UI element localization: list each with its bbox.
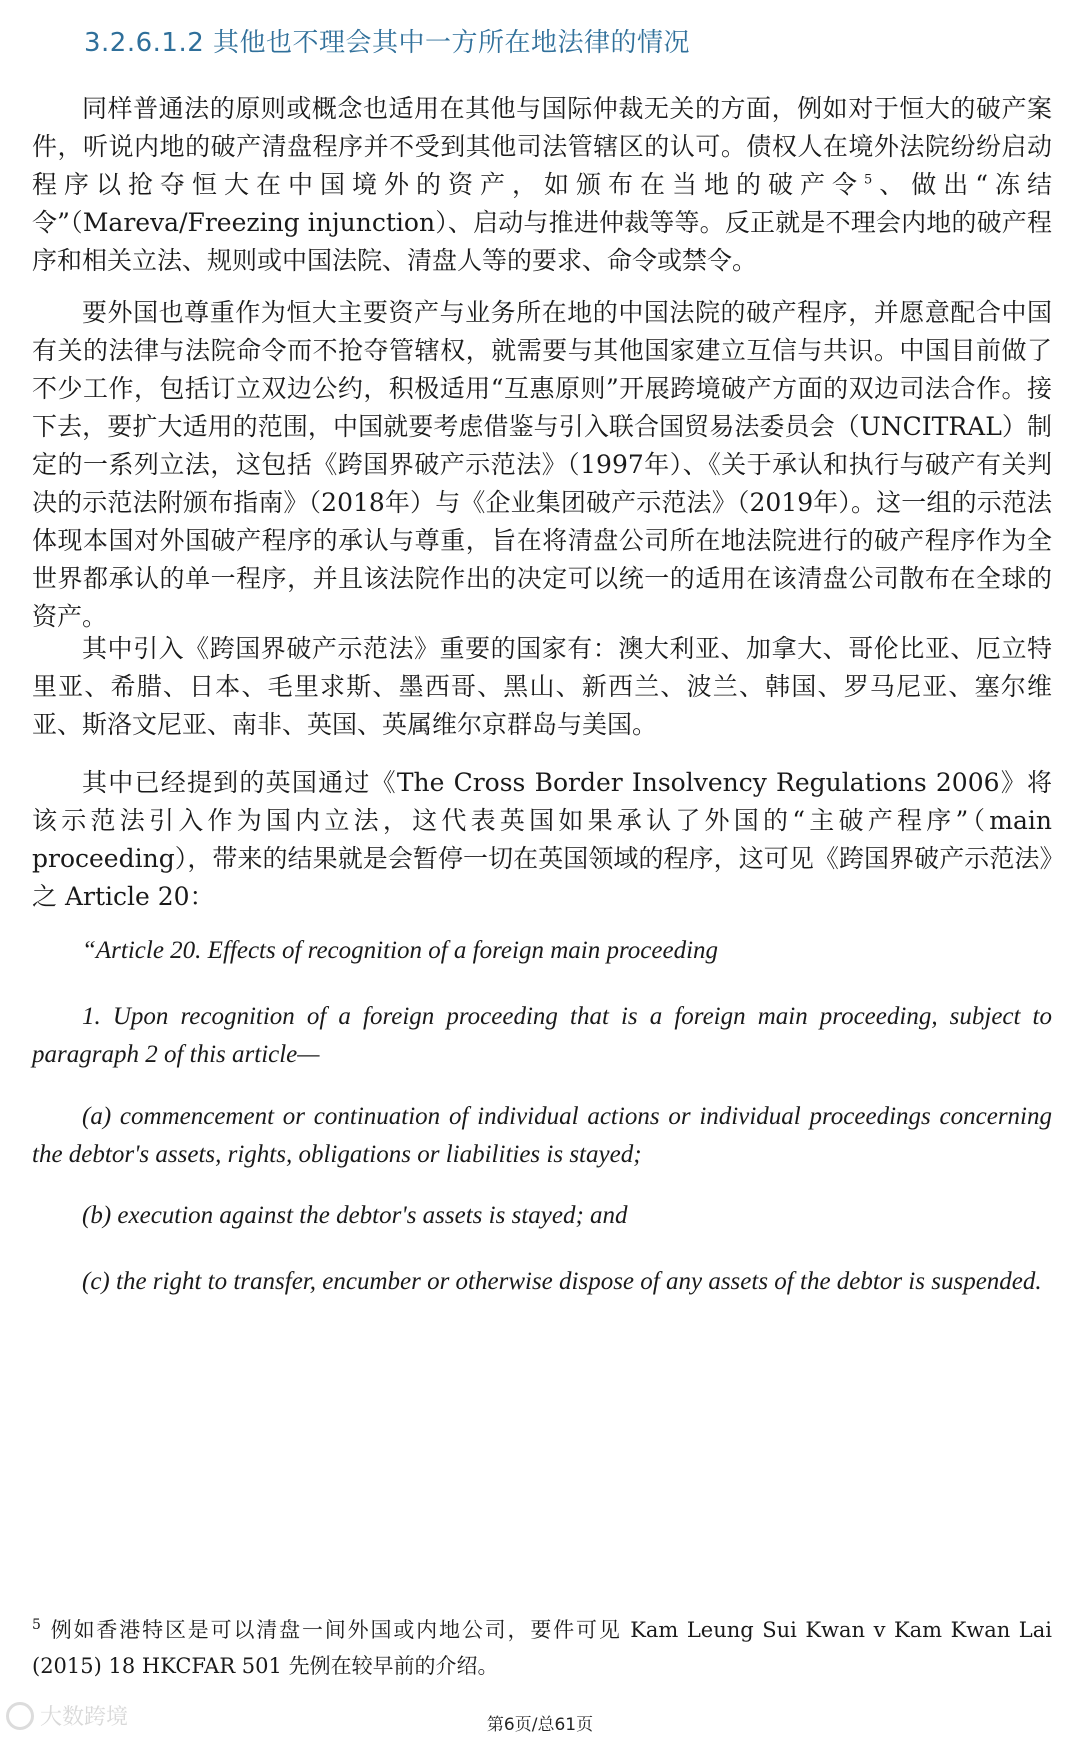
quote-paragraph-1: 1. Upon recognition of a foreign proceeding that is a foreign main proceeding, subject to paragraph 2 of this article— xyxy=(32,1003,1052,1068)
quote-item-a: (a) commencement or continuation of individual actions or individual proceedings concerning the debtor's assets, rights, obligations or liabilities is stayed; xyxy=(32,1103,1052,1168)
paragraph-4: 其中已经提到的英国通过《The Cross Border Insolvency Regulations 2006》将该示范法引入作为国内立法，这代表英国如果承认了外国的“主破产程序”（main proceeding），带来的结果就是会暂停一切在英国领域的程序，这可见《跨国界破产示范法》之 Article 20： xyxy=(32,768,1052,911)
page-number: 第6页/总61页 xyxy=(486,1715,594,1735)
footnote-reference[interactable]: 5 xyxy=(863,172,873,188)
section-heading: 3.2.6.1.2 其他也不理会其中一方所在地法律的情况 xyxy=(84,28,691,58)
quote-item-b: (b) execution against the debtor's assets is stayed; and xyxy=(82,1202,628,1229)
paragraph-3: 其中引入《跨国界破产示范法》重要的国家有：澳大利亚、加拿大、哥伦比亚、厄立特里亚、希腊、日本、毛里求斯、墨西哥、黑山、新西兰、波兰、韩国、罗马尼亚、塞尔维亚、斯洛文尼亚、南非、英国、英属维尔京群岛与美国。 xyxy=(32,634,1052,739)
footnote-mark: 5 xyxy=(32,1617,41,1633)
paragraph-1-text-b: 、做出“冻结令”（Mareva/Freezing injunction）、启动与推进仲裁等等。反正就是不理会内地的破产程序和相关立法、规则或中国法院、清盘人等的要求、命令或禁令。 xyxy=(32,170,1053,275)
footnote xyxy=(32,1612,1052,1684)
quote-item-c: (c) the right to transfer, encumber or otherwise dispose of any assets of the debtor is suspended. xyxy=(82,1268,1042,1295)
paragraph-2: 要外国也尊重作为恒大主要资产与业务所在地的中国法院的破产程序，并愿意配合中国有关的法律与法院命令而不抢夺管辖权，就需要与其他国家建立互信与共识。中国目前做了不少工作，包括订立双边公约，积极适用“互惠原则”开展跨境破产方面的双边司法合作。接下去，要扩大适用的范围，中国就要考虑借鉴与引入联合国贸易法委员会（UNCITRAL）制定的一系列立法，这包括《跨国界破产示范法》（1997年）、《关于承认和执行与破产有关判决的示范法附颁布指南》（2018年）与《企业集团破产示范法》（2019年）。这一组的示范法体现本国对外国破产程序的承认与尊重，旨在将清盘公司所在地法院进行的破产程序作为全世界都承认的单一程序，并且该法院作出的决定可以统一的适用在该清盘公司散布在全球的资产。 xyxy=(32,298,1052,631)
watermark-text: 大数跨境 xyxy=(40,1705,129,1730)
footnote-text: 例如香港特区是可以清盘一间外国或内地公司，要件可见 Kam Leung Sui Kwan v Kam Kwan Lai (2015) 18 HKCFAR 501 先例在较早前的介绍。 xyxy=(32,1618,1052,1678)
paragraph-1 xyxy=(32,90,1052,280)
paragraph-1-text-a: 同样普通法的原则或概念也适用在其他与国际仲裁无关的方面，例如对于恒大的破产案件，听说内地的破产清盘程序并不受到其他司法管辖区的认可。债权人在境外法院纷纷启动程序以抢夺恒大在中国境外的资产，如颁布在当地的破产令 xyxy=(32,94,1052,199)
quote-title: “Article 20. Effects of recognition of a foreign main proceeding xyxy=(82,937,719,964)
